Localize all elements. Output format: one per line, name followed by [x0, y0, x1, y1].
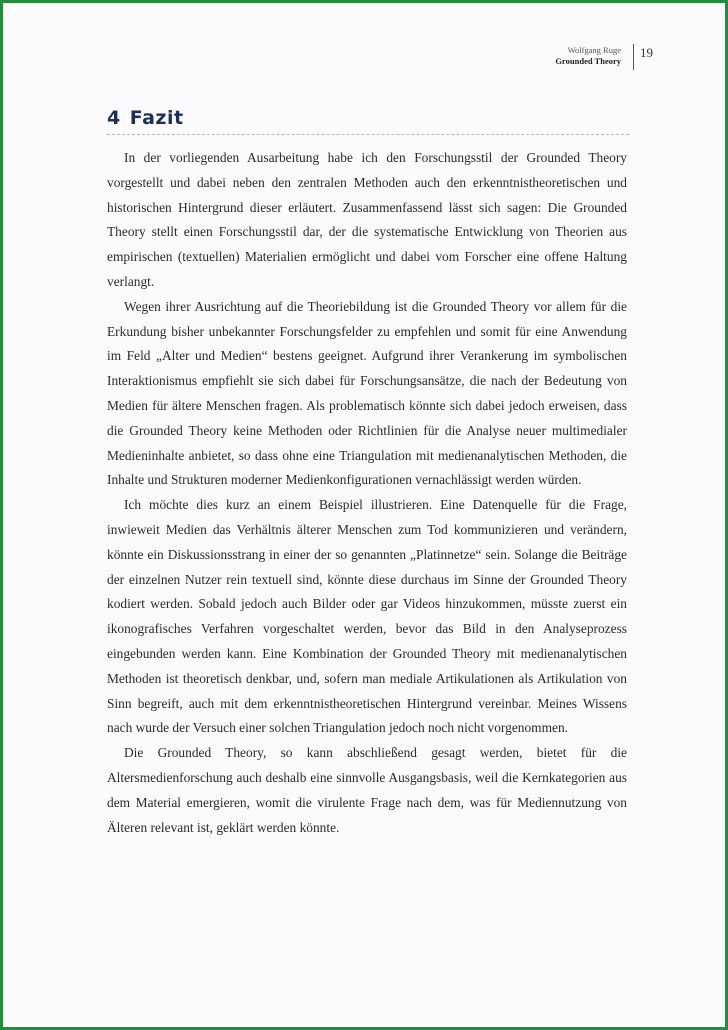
- page-number: 19: [640, 45, 653, 60]
- running-header: [555, 45, 621, 67]
- section-title: Fazit: [129, 107, 184, 129]
- header-divider: [633, 44, 634, 70]
- paragraph: Die Grounded Theory, so kann abschließend gesagt werden, bietet für die Altersmedienforschung auch deshalb eine sinnvolle Ausgangsbasis, weil die Kernkategorien aus dem Material emergieren, womit die virulente Frage nach dem, was für Mediennutzung von Älteren relevant ist, geklärt werden könnte.: [107, 745, 627, 835]
- header-author: Wolfgang Ruge: [567, 45, 621, 55]
- section-heading: [107, 107, 629, 135]
- body-text: [107, 146, 627, 840]
- section-number: 4: [107, 107, 121, 129]
- paragraph: In der vorliegenden Ausarbeitung habe ich den Forschungsstil der Grounded Theory vorgestellt und dabei neben den zentralen Methoden auch den erkenntnistheoretischen und historischen Hintergrund dieser erläutert. Zusammenfassend lässt sich sagen: Die Grounded Theory stellt einen Forschungsstil dar, der die systematische Entwicklung von Theorien aus empirischen (textuellen) Materialien ermöglicht und dabei vom Forscher eine offene Haltung verlangt.: [107, 150, 627, 289]
- paragraph: Ich möchte dies kurz an einem Beispiel illustrieren. Eine Datenquelle für die Frage, inwieweit Medien das Verhältnis älterer Menschen zum Tod kommunizieren und verändern, könnte ein Diskussionsstrang in einer der so genannten „Platinnetze“ sein. Solange die Beiträge der einzelnen Nutzer rein textuell sind, könnte diese durchaus im Sinne der Grounded Theory kodiert werden. Sobald jedoch auch Bilder oder gar Videos hinzukommen, müsste zuerst ein ikonografisches Verfahren vorgeschaltet werden, bevor das Bild in den Analyseprozess eingebunden werden kann. Eine Kombination der Grounded Theory mit medienanalytischen Methoden ist theoretisch denkbar, und, sofern man mediale Artikulationen als Artikulation von Sinn begreift, auch mit dem erkenntnistheoretischen Hintergrund vereinbar. Meines Wissens nach wurde der Versuch einer solchen Triangulation jedoch noch nicht vorgenommen.: [107, 497, 627, 736]
- header-title: Grounded Theory: [555, 56, 621, 66]
- paragraph: Wegen ihrer Ausrichtung auf die Theoriebildung ist die Grounded Theory vor allem für die Erkundung bisher unbekannter Forschungsfelder zu empfehlen und somit für eine Anwendung im Feld „Alter und Medien“ bestens geeignet. Aufgrund ihrer Verankerung im symbolischen Interaktionismus empfiehlt sie sich dabei für Forschungsansätze, die nach der Bedeutung von Medien für ältere Menschen fragen. Als problematisch könnte sich dabei jedoch erweisen, dass die Grounded Theory keine Methoden oder Richtlinien für die Analyse neuer multimedialer Medieninhalte anbietet, so dass ohne eine Triangulation mit medienanalytischen Methoden, die Inhalte und Strukturen moderner Medienkonfigurationen vernachlässigt werden würden.: [107, 298, 627, 488]
